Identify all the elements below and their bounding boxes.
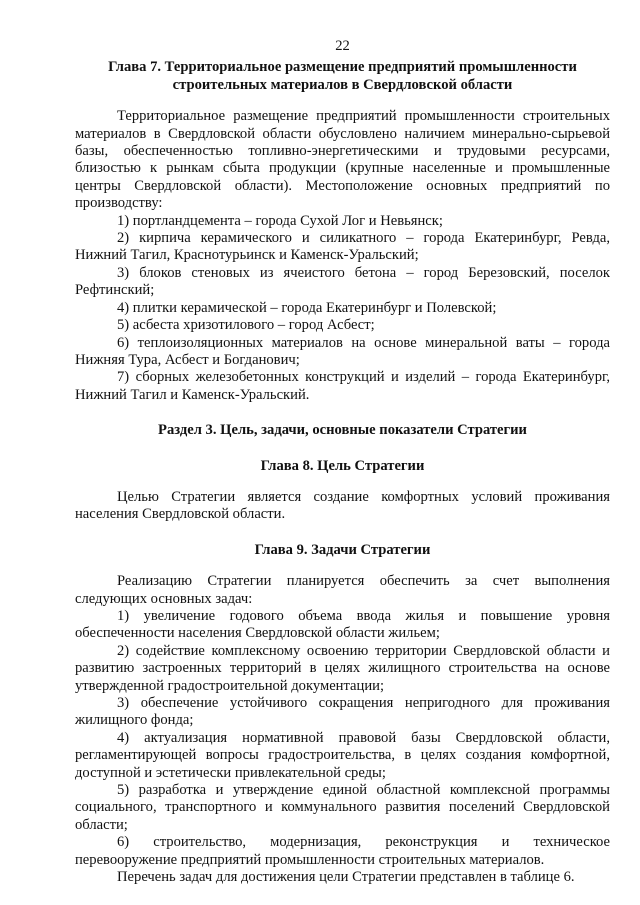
chapter7-intro: Территориальное размещение предприятий промышленности строительных материалов в Свердловской области обусловлено наличием минерально-сырьевой базы, обеспеченностью топливно-энергетическими и трудовыми ресурсами, близостью к рынкам сбыта продукции (крупные населенные и промышленные центры Свердловской области). Местоположение основных предприятий по производству: bbox=[75, 108, 610, 212]
chapter9-item-6: 6) строительство, модернизация, реконструкция и техническое перевооружение предприятий промышленности строительных материалов. bbox=[75, 834, 610, 868]
chapter8-title: Глава 8. Цель Стратегии bbox=[260, 457, 425, 474]
chapter7-title-line1: Глава 7. Территориальное размещение предприятий промышленности bbox=[108, 59, 577, 76]
chapter7-item-5: 5) асбеста хризотилового – город Асбест; bbox=[117, 317, 375, 334]
chapter7-item-7: 7) сборных железобетонных конструкций и изделий – города Екатеринбург, Нижний Тагил и Каменск-Уральский. bbox=[75, 369, 610, 403]
chapter9-intro: Реализацию Стратегии планируется обеспечить за счет выполнения следующих основных задач: bbox=[75, 573, 610, 607]
chapter7-item-4: 4) плитки керамической – города Екатеринбург и Полевской; bbox=[117, 299, 497, 316]
page-number: 22 bbox=[335, 38, 350, 54]
chapter9-item-2: 2) содействие комплексному освоению территории Свердловской области и развитию застроенных территорий в целях жилищного строительства на основе утвержденной градостроительной документации; bbox=[75, 642, 610, 694]
chapter9-item-4: 4) актуализация нормативной правовой базы Свердловской области, регламентирующей вопросы градостроительства, в целях создания комфортной, доступной и эстетически привлекательной среды; bbox=[75, 729, 610, 781]
chapter7-item-6: 6) теплоизоляционных материалов на основе минеральной ваты – города Нижняя Тура, Асбест и Богданович; bbox=[75, 334, 610, 368]
chapter9-item-1: 1) увеличение годового объема ввода жилья и повышение уровня обеспеченности населения Свердловской области жильем; bbox=[75, 607, 610, 642]
chapter9-title: Глава 9. Задачи Стратегии bbox=[254, 541, 431, 558]
document-page bbox=[75, 38, 610, 886]
chapter7-item-1: 1) портландцемента – города Сухой Лог и Невьянск; bbox=[117, 212, 443, 229]
chapter9-closing: Перечень задач для достижения цели Стратегии представлен в таблице 6. bbox=[117, 869, 575, 886]
chapter8-text: Целью Стратегии является создание комфортных условий проживания населения Свердловской области. bbox=[75, 488, 610, 523]
chapter7-title-line2: строительных материалов в Свердловской области bbox=[172, 76, 513, 93]
section3-title: Раздел 3. Цель, задачи, основные показатели Стратегии bbox=[158, 422, 527, 439]
chapter7-item-3: 3) блоков стеновых из ячеистого бетона – город Березовский, поселок Рефтинский; bbox=[75, 264, 610, 299]
chapter7-item-2: 2) кирпича керамического и силикатного – города Екатеринбург, Ревда, Нижний Тагил, Краснотурьинск и Каменск-Уральский; bbox=[75, 230, 610, 264]
chapter9-item-5: 5) разработка и утверждение единой областной комплексной программы социального, транспортного и коммунального развития поселений Свердловской области; bbox=[75, 782, 610, 833]
chapter9-item-3: 3) обеспечение устойчивого сокращения непригодного для проживания жилищного фонда; bbox=[75, 695, 610, 729]
